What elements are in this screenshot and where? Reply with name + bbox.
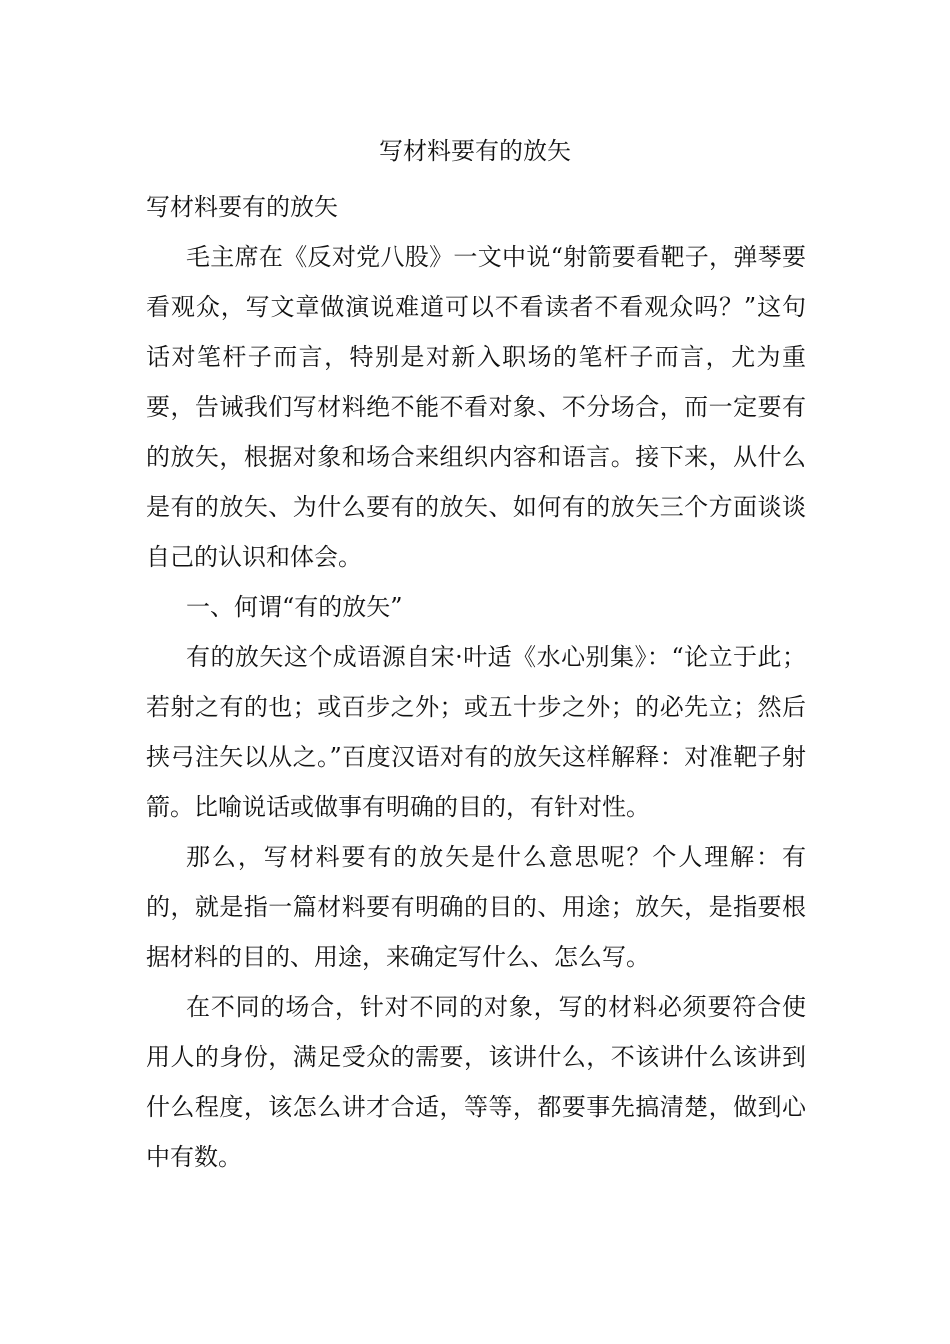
document-title: 写材料要有的放矢 [379,137,571,165]
paragraph-intro: 毛主席在《反对党八股》一文中说“射箭要看靶子，弹琴要看观众，写文章做演说难道可以不看读者不看观众吗？”这句话对笔杆子而言，特别是对新入职场的笔杆子而言，尤为重要，告诫我们写材料绝不能不看对象、不分场合，而一定要有的放矢，根据对象和场合来组织内容和语言。接下来，从什么是有的放矢、为什么要有的放矢、如何有的放矢三个方面谈谈自己的认识和体会。 [146,243,806,571]
section-heading-1: 一、何谓“有的放矢” [186,593,403,621]
paragraph-meaning: 那么，写材料要有的放矢是什么意思呢？个人理解：有的，就是指一篇材料要有明确的目的、用途；放矢，是指要根据材料的目的、用途，来确定写什么、怎么写。 [146,843,806,971]
document-body [146,182,806,1182]
paragraph-occasions: 在不同的场合，针对不同的对象，写的材料必须要符合使用人的身份，满足受众的需要，该讲什么，不该讲什么该讲到什么程度，该怎么讲才合适，等等，都要事先搞清楚，做到心中有数。 [146,993,806,1171]
document-subtitle: 写材料要有的放矢 [146,193,338,221]
paragraph-idiom-origin: 有的放矢这个成语源自宋·叶适《水心别集》：“论立于此；若射之有的也；或百步之外；或五十步之外；的必先立；然后挟弓注矢以从之。”百度汉语对有的放矢这样解释：对准靶子射箭。比喻说话或做事有明确的目的，有针对性。 [146,643,806,821]
